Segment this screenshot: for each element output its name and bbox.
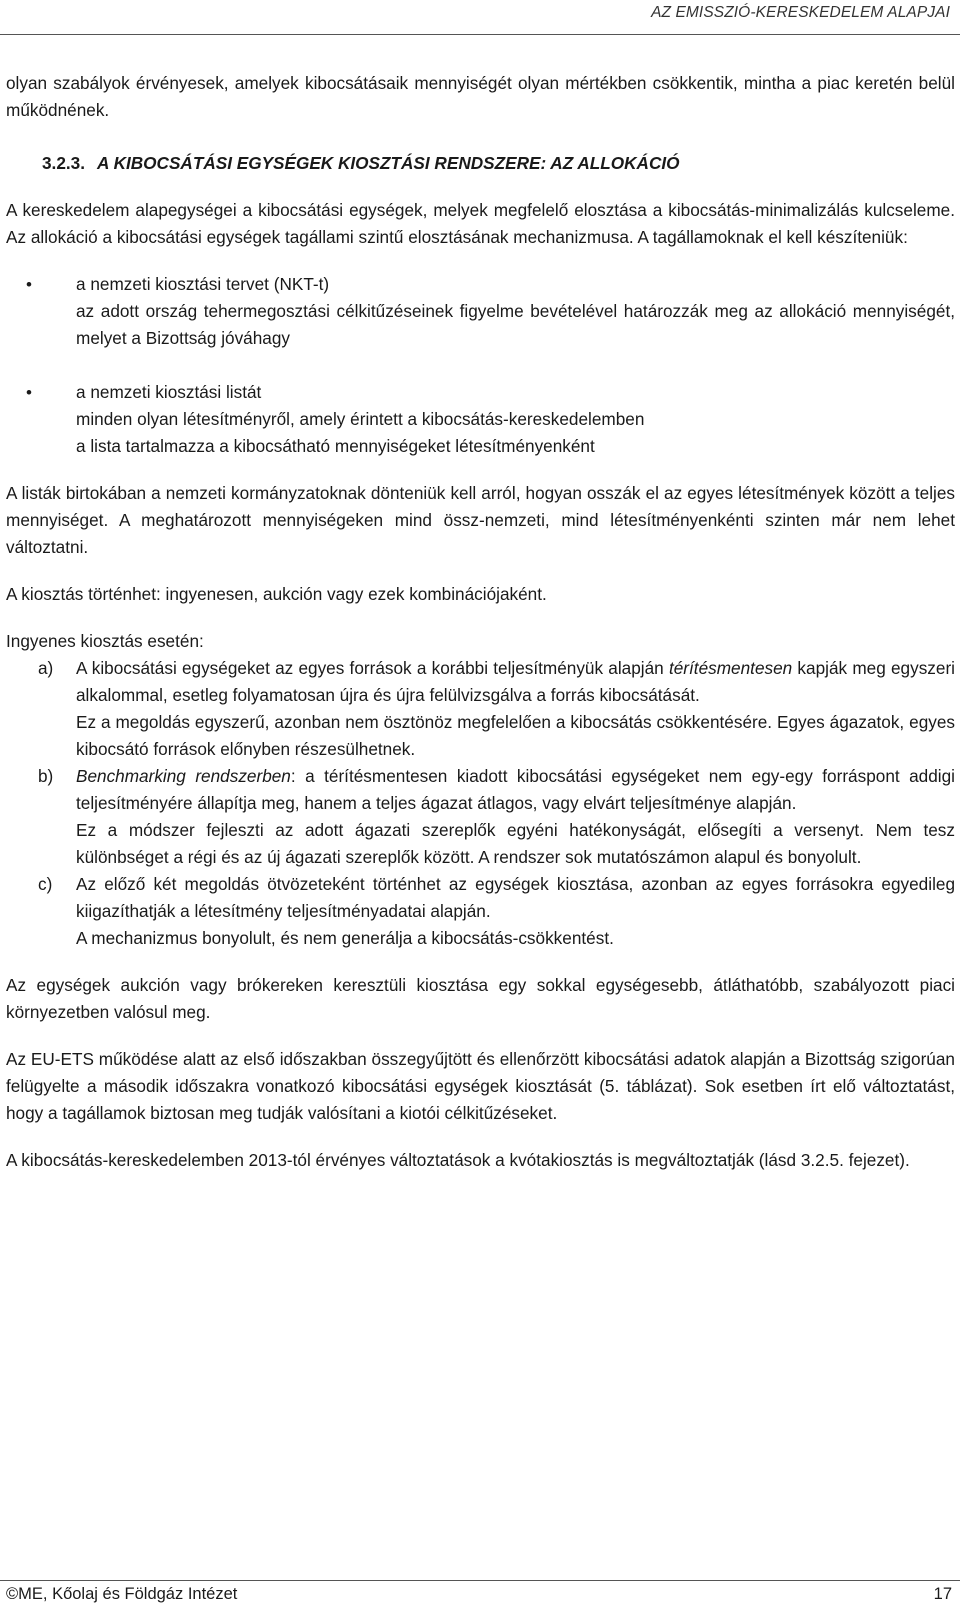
footer-divider <box>0 1580 960 1581</box>
list-item <box>6 271 955 352</box>
list-item <box>6 655 955 763</box>
list-item-note: Ez a módszer fejleszti az adott ágazati szereplők egyéni hatékonyságát, elősegíti a versenyt. Nem tesz különbséget a régi és az új ágazati szereplők között. A rendszer sok mutatószámon alapul és bonyolult. <box>76 820 955 867</box>
paragraph-auction: Az egységek aukción vagy brókereken keresztüli kiosztása egy sokkal egységesebb, átláthatóbb, szabályozott piaci környezetben valósul meg. <box>6 975 955 1022</box>
page-body <box>6 70 955 1174</box>
list-item-text: Az előző két megoldás ötvözeteként történhet az egységek kiosztása, azonban az egyes forrásokra egyedileg kiigazíthatják a létesítmény teljesítményadatai alapján. <box>76 874 955 921</box>
list-marker: a) <box>38 658 54 678</box>
list-item <box>6 763 955 871</box>
list-item <box>6 379 955 460</box>
free-allocation-list <box>6 655 955 952</box>
section-title: A KIBOCSÁTÁSI EGYSÉGEK KIOSZTÁSI RENDSZERE: AZ ALLOKÁCIÓ <box>97 153 680 173</box>
list-item-note: Ez a megoldás egyszerű, azonban nem ösztönöz megfelelően a kibocsátás csökkentésére. Egyes ágazatok, egyes kibocsátó források előnyben részesülhetnek. <box>76 712 955 759</box>
footer-publisher: ©ME, Kőolaj és Földgáz Intézet <box>6 1585 238 1603</box>
deliverables-list <box>6 271 955 460</box>
list-marker: c) <box>38 874 53 894</box>
list-item-detail: minden olyan létesítményről, amely érintett a kibocsátás-kereskedelemben <box>76 409 645 429</box>
page-number: 17 <box>933 1585 952 1603</box>
bullet-icon: • <box>26 275 32 294</box>
list-item-detail: a lista tartalmazza a kibocsátható mennyiségeket létesítményenként <box>76 436 595 456</box>
paragraph-eu-ets: Az EU-ETS működése alatt az első időszakban összegyűjtött és ellenőrzött kibocsátási adatok alapján a Bizottság szigorúan felügyelte a második időszakra vonatkozó kibocsátási egységek kiosztását (5. táblázat). Sok esetben írt elő változtatást, hogy a tagállamok biztosan meg tudják valósítani a kiotói célkitűzéseket. <box>6 1049 955 1123</box>
paragraph-allocation-methods: A kiosztás történhet: ingyenesen, aukción vagy ezek kombinációjaként. <box>6 584 547 604</box>
paragraph-distribution: A listák birtokában a nemzeti kormányzatoknak dönteniük kell arról, hogyan osszák el az egyes létesítmények között a teljes mennyiséget. A meghatározott mennyiségeken mind össz-nemzeti, mind létesítményenkénti szinten már nem lehet változtatni. <box>6 483 955 557</box>
intro-continuation: olyan szabályok érvényesek, amelyek kibocsátásaik mennyiségét olyan mértékben csökkentik, mintha a piac keretén belül működnének. <box>6 73 955 120</box>
list-item-note: A mechanizmus bonyolult, és nem generálja a kibocsátás-csökkentést. <box>76 928 614 948</box>
paragraph-2013-changes: A kibocsátás-kereskedelemben 2013-tól érvényes változtatások a kvótakiosztás is megváltoztatják (lásd 3.2.5. fejezet). <box>6 1150 910 1170</box>
running-header: AZ EMISSZIÓ-KERESKEDELEM ALAPJAI <box>651 4 950 21</box>
list-item-title: a nemzeti kiosztási tervet (NKT-t) <box>76 274 330 294</box>
paragraph-allocation-intro: A kereskedelem alapegységei a kibocsátási egységek, melyek megfelelő elosztása a kibocsátás-minimalizálás kulcseleme. Az allokáció a kibocsátási egységek tagállami szintű elosztásának mechanizmusa. A tagállamoknak el kell készíteniük: <box>6 200 955 247</box>
section-heading <box>6 150 955 177</box>
list-item-detail: az adott ország tehermegosztási célkitűzéseinek figyelme bevételével határozzák meg az allokáció mennyiségét, melyet a Bizottság jóváhagy <box>76 301 955 348</box>
list-item-title: a nemzeti kiosztási listát <box>76 382 262 402</box>
header-divider <box>0 34 960 35</box>
section-number: 3.2.3. <box>42 153 86 173</box>
bullet-icon: • <box>26 383 32 402</box>
list-marker: b) <box>38 766 54 786</box>
list-item-text: A kibocsátási egységeket az egyes források a korábbi teljesítményük alapján térítésmentesen kapják meg egyszeri alkalommal, esetleg folyamatosan újra és újra felülvizsgálva a forrás kibocsátását. <box>76 658 955 705</box>
free-allocation-heading: Ingyenes kiosztás esetén: <box>6 631 204 651</box>
list-item-text: Benchmarking rendszerben: a térítésmentesen kiadott kibocsátási egységeket nem egy-egy forráspont addigi teljesítményére állapítja meg, hanem a teljes ágazat átlagos, vagy elvárt teljesítménye alapján. <box>76 766 955 813</box>
list-item <box>6 871 955 952</box>
